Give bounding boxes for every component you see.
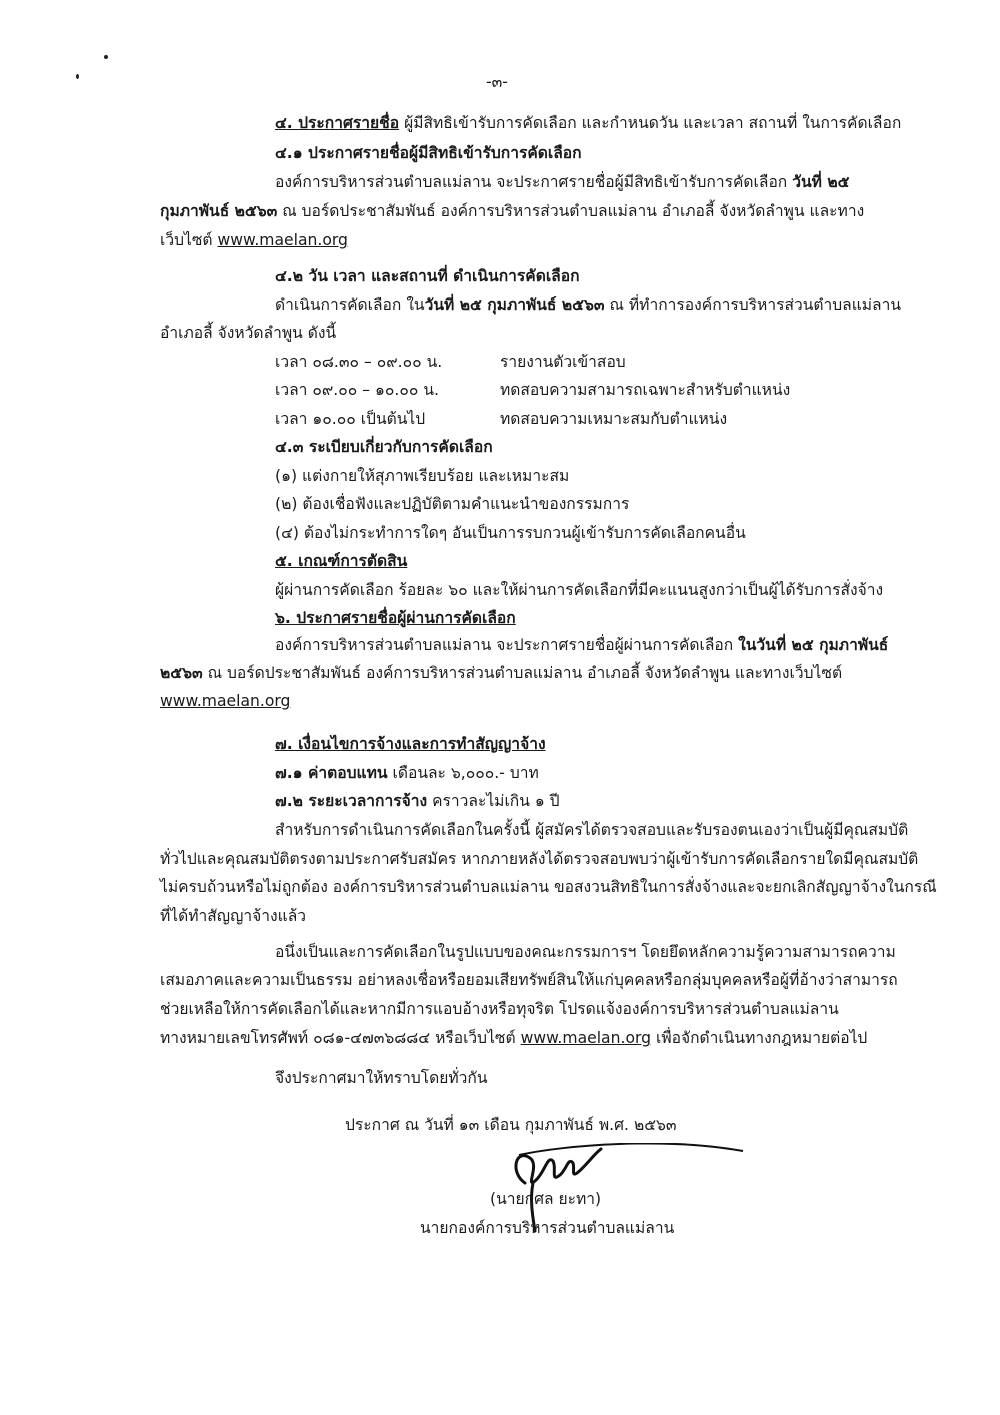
website-label: เว็บไซต์ xyxy=(160,231,218,249)
section-4-heading-rest: ผู้มีสิทธิเข้ารับการคัดเลือก และกำหนดวัน และเวลา สถานที่ ในการคัดเลือก xyxy=(404,114,902,132)
paragraph-2-last-line xyxy=(160,1028,867,1048)
section-7-1-label: ๗.๑ ค่าตอบแทน xyxy=(275,764,388,782)
section-6-line-3 xyxy=(160,691,290,711)
paragraph-1-line: สำหรับการดำเนินการคัดเลือกในครั้งนี้ ผู้สมัครได้ตรวจสอบและรับรองตนเองว่าเป็นผู้มีคุณสมบัติ xyxy=(275,821,909,839)
phone-text: ทางหมายเลขโทรศัพท์ ๐๘๑-๔๗๓๖๘๘๔ หรือเว็บไซต์ xyxy=(160,1029,521,1047)
paragraph-1-line: ไม่ครบถ้วนหรือไม่ถูกต้อง องค์การบริหารส่วนตำบลแม่ลาน ขอสงวนสิทธิในการสั่งจ้างและจะยกเลิกสัญญาจ้างในกรณี xyxy=(160,878,937,896)
page-number: -๓- xyxy=(486,73,508,91)
scan-speck xyxy=(104,55,108,59)
section-6-heading: ๖. ประกาศรายชื่อผู้ผ่านการคัดเลือก xyxy=(275,609,516,627)
section-7-2 xyxy=(275,791,560,811)
paragraph-2-line: เสมอภาคและความเป็นธรรม อย่าหลงเชื่อหรือยอมเสียทรัพย์สินให้แก่บุคคลหรือกลุ่มบุคคลหรือผู้ที่อ้างว่าสามารถ xyxy=(160,971,898,989)
section-4-3-title: ๔.๓ ระเบียบเกี่ยวกับการคัดเลือก xyxy=(275,438,493,456)
website-link[interactable]: www.maelan.org xyxy=(160,692,291,710)
section-4-1-title: ๔.๑ ประกาศรายชื่อผู้มีสิทธิเข้ารับการคัดเลือก xyxy=(275,144,582,162)
section-4-1-text: องค์การบริหารส่วนตำบลแม่ลาน จะประกาศรายชื่อผู้มีสิทธิเข้ารับการคัดเลือก xyxy=(275,173,793,191)
section-6-date: ในวันที่ ๒๕ กุมภาพันธ์ xyxy=(738,636,889,654)
section-4-2-place: ณ ที่ทำการองค์การบริหารส่วนตำบลแม่ลาน xyxy=(604,296,902,314)
paragraph-2-line: ช่วยเหลือให้การคัดเลือกได้และหากมีการแอบอ้างหรือทุจริต โปรดแจ้งองค์การบริหารส่วนตำบลแม่ลาน xyxy=(160,1000,839,1018)
section-5-heading: ๕. เกณฑ์การตัดสิน xyxy=(275,552,408,570)
closing-line: จึงประกาศมาให้ทราบโดยทั่วกัน xyxy=(275,1069,488,1087)
schedule-activity: ทดสอบความสามารถเฉพาะสำหรับตำแหน่ง xyxy=(500,381,791,399)
section-6-text-cont: ณ บอร์ดประชาสัมพันธ์ องค์การบริหารส่วนตำบลแม่ลาน อำเภอลี้ จังหวัดลำพูน และทางเว็บไซต์ xyxy=(202,664,843,682)
scan-speck xyxy=(76,74,79,79)
section-4-2-text: ดำเนินการคัดเลือก ใน xyxy=(275,296,425,314)
section-4-2-title: ๔.๒ วัน เวลา และสถานที่ ดำเนินการคัดเลือก xyxy=(275,267,580,285)
section-4-heading xyxy=(275,113,901,133)
section-4-1-line-3 xyxy=(160,230,348,250)
section-4-1-date-cont: กุมภาพันธ์ ๒๕๖๓ xyxy=(160,202,278,220)
schedule-time: เวลา ๐๙.๐๐ – ๑๐.๐๐ น. xyxy=(275,381,439,399)
section-6-line-1 xyxy=(275,635,888,655)
website-link[interactable]: www.maelan.org xyxy=(217,231,348,249)
signer-title: นายกองค์การบริหารส่วนตำบลแม่ลาน xyxy=(420,1219,675,1237)
website-link[interactable]: www.maelan.org xyxy=(520,1029,652,1047)
rule-item: (๑) แต่งกายให้สุภาพเรียบร้อย และเหมาะสม xyxy=(275,467,570,485)
schedule-activity: ทดสอบความเหมาะสมกับตำแหน่ง xyxy=(500,410,728,428)
section-7-2-text: คราวละไม่เกิน ๑ ปี xyxy=(427,792,560,810)
section-7-heading: ๗. เงื่อนไขการจ้างและการทำสัญญาจ้าง xyxy=(275,735,546,753)
section-6-line-2 xyxy=(160,663,842,683)
signature-stroke xyxy=(516,1149,601,1183)
paragraph-1-line: ที่ได้ทำสัญญาจ้างแล้ว xyxy=(160,907,307,925)
section-7-1-text: เดือนละ ๖,๐๐๐.- บาท xyxy=(387,764,539,782)
section-7-2-label: ๗.๒ ระยะเวลาการจ้าง xyxy=(275,792,428,810)
section-4-2-line-1 xyxy=(275,295,901,315)
paragraph-2-tail: เพื่อจักดำเนินทางกฎหมายต่อไป xyxy=(651,1029,868,1047)
schedule-activity: รายงานตัวเข้าสอบ xyxy=(500,353,626,371)
paragraph-1-line: ทั่วไปและคุณสมบัติตรงตามประกาศรับสมัคร หากภายหลังได้ตรวจสอบพบว่าผู้เข้ารับการคัดเลือกรายใดมีคุณสมบัติ xyxy=(160,850,919,868)
section-4-2-date: วันที่ ๒๕ กุมภาพันธ์ ๒๕๖๓ xyxy=(424,296,605,314)
section-4-1-date: วันที่ ๒๕ xyxy=(792,173,850,191)
rule-item: (๔) ต้องไม่กระทำการใดๆ อันเป็นการรบกวนผู้เข้ารับการคัดเลือกคนอื่น xyxy=(275,524,746,542)
schedule-time: เวลา ๐๘.๓๐ – ๐๙.๐๐ น. xyxy=(275,353,443,371)
section-4-1-text-cont: ณ บอร์ดประชาสัมพันธ์ องค์การบริหารส่วนตำบลแม่ลาน อำเภอลี้ จังหวัดลำพูน และทาง xyxy=(277,202,865,220)
schedule-time: เวลา ๑๐.๐๐ เป็นต้นไป xyxy=(275,410,426,428)
signature-underline xyxy=(519,1143,743,1155)
announcement-date: ประกาศ ณ วันที่ ๑๓ เดือน กุมภาพันธ์ พ.ศ. ๒๕๖๓ xyxy=(345,1116,677,1134)
section-4-2-line-2: อำเภอลี้ จังหวัดลำพูน ดังนี้ xyxy=(160,324,337,342)
section-6-year: ๒๕๖๓ xyxy=(160,664,203,682)
section-4-heading-label: ๔. ประกาศรายชื่อ xyxy=(275,114,400,132)
paragraph-2-line: อนึ่งเป็นและการคัดเลือกในรูปแบบของคณะกรรมการฯ โดยยึดหลักความรู้ความสามารถความ xyxy=(275,943,896,961)
section-4-1-line-2 xyxy=(160,201,864,221)
section-5-text: ผู้ผ่านการคัดเลือก ร้อยละ ๖๐ และให้ผ่านการคัดเลือกที่มีคะแนนสูงกว่าเป็นผู้ได้รับการสั่งจ้าง xyxy=(275,581,884,599)
signer-name: (นายกุศล ยะทา) xyxy=(490,1190,602,1208)
rule-item: (๒) ต้องเชื่อฟังและปฏิบัติตามคำแนะนำของกรรมการ xyxy=(275,495,630,513)
section-6-text: องค์การบริหารส่วนตำบลแม่ลาน จะประกาศรายชื่อผู้ผ่านการคัดเลือก xyxy=(275,636,739,654)
section-4-1-line-1 xyxy=(275,172,849,192)
section-7-1 xyxy=(275,763,539,783)
